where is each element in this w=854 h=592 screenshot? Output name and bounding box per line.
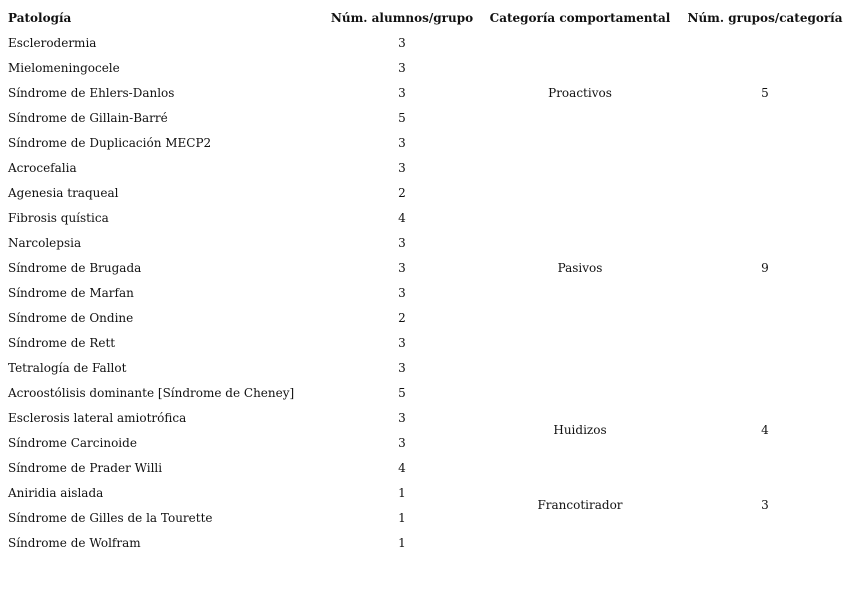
table-row [0,530,852,555]
header-groups-per-category: Núm. grupos/categoría [687,10,843,25]
pathology-cell: Síndrome de Prader Willi [8,460,163,475]
groups-cell: 4 [761,423,769,437]
pathology-cell: Agenesia traqueal [8,185,119,200]
students-cell: 2 [398,310,406,325]
empty-cell [678,530,852,555]
empty-cell [482,530,678,555]
pathology-cell: Síndrome de Ondine [8,310,134,325]
pathology-cell: Síndrome de Gillain-Barré [8,110,168,125]
students-cell: 5 [398,385,406,400]
groups-cell: 3 [761,498,769,512]
pathology-cell: Fibrosis quística [8,210,109,225]
students-cell: 3 [398,160,406,175]
pathology-cell: Tetralogía de Fallot [8,360,127,375]
students-cell: 3 [398,235,406,250]
students-cell: 4 [398,460,406,475]
students-cell: 3 [398,85,406,100]
students-cell: 1 [398,535,406,550]
pathology-cell: Aniridia aislada [8,485,104,500]
category-cell: Huidizos [553,423,607,437]
category-cell: Francotirador [537,498,623,512]
pathology-cell: Mielomeningocele [8,60,120,75]
students-cell: 1 [398,510,406,525]
pathology-cell: Síndrome de Duplicación MECP2 [8,135,212,150]
pathology-cell: Síndrome de Ehlers-Danlos [8,85,175,100]
pathology-cell: Acroostólisis dominante [Síndrome de Cheney] [8,385,295,400]
students-cell: 4 [398,210,406,225]
groups-cell: 9 [761,260,769,275]
students-cell: 3 [398,360,406,375]
pathology-table [0,5,852,555]
pathology-cell: Acrocefalia [8,160,77,175]
category-cell: Proactivos [548,85,612,100]
table-row [0,30,852,55]
pathology-cell: Síndrome de Rett [8,335,116,350]
header-pathology: Patología [8,10,72,25]
pathology-cell: Síndrome de Gilles de la Tourette [8,510,213,525]
pathology-cell: Síndrome de Brugada [8,260,142,275]
students-cell: 5 [398,110,406,125]
students-cell: 1 [398,485,406,500]
table-row [0,155,852,180]
category-cell: Pasivos [557,260,603,275]
table-row [0,480,852,505]
students-cell: 3 [398,285,406,300]
groups-cell: 5 [761,85,769,100]
pathology-cell: Síndrome Carcinoide [8,435,137,450]
students-cell: 3 [398,35,406,50]
students-cell: 3 [398,435,406,450]
pathology-cell: Esclerodermia [8,35,97,50]
students-cell: 3 [398,335,406,350]
students-cell: 3 [398,410,406,425]
header-behavior-category: Categoría comportamental [489,10,671,25]
students-cell: 3 [398,60,406,75]
pathology-cell: Síndrome de Wolfram [8,535,141,550]
table-row [0,380,852,405]
header-row [0,5,852,30]
students-cell: 3 [398,260,406,275]
pathology-cell: Esclerosis lateral amiotrófica [8,410,187,425]
pathology-cell: Síndrome de Marfan [8,285,134,300]
students-cell: 2 [398,185,406,200]
students-cell: 3 [398,135,406,150]
pathology-cell: Narcolepsia [8,235,82,250]
header-students-per-group: Núm. alumnos/grupo [330,10,474,25]
